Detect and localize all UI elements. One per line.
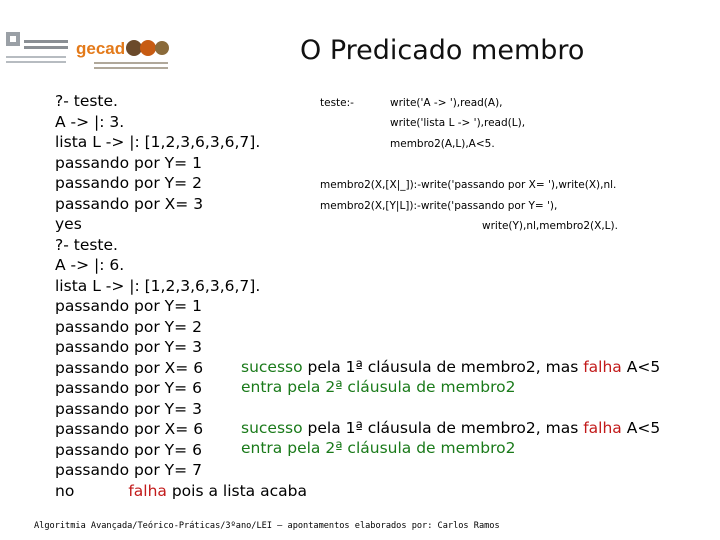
console-line: passando por Y= 1 bbox=[55, 154, 202, 172]
isep-logo bbox=[4, 30, 70, 72]
slide-title: O Predicado membro bbox=[300, 35, 585, 66]
gecad-logo bbox=[76, 38, 170, 72]
svg-text:gecad: gecad bbox=[76, 39, 126, 58]
console-line: lista L -> |: [1,2,3,6,3,6,7]. bbox=[55, 133, 261, 151]
annotation-text: pela 1ª cláusula de membro2, mas bbox=[302, 358, 584, 376]
code-line: write(Y),nl,membro2(X,L). bbox=[482, 220, 618, 232]
code-line: membro2(A,L),A<5. bbox=[390, 138, 495, 150]
falha-word: falha bbox=[583, 419, 622, 437]
annotation-sucesso-2 bbox=[241, 418, 660, 438]
sucesso-word: sucesso bbox=[241, 419, 303, 437]
console-line: passando por Y= 3 bbox=[55, 400, 202, 418]
annotation-entra-2: entra pela 2ª cláusula de membro2 bbox=[241, 439, 516, 457]
console-line: passando por X= 6 bbox=[55, 359, 204, 377]
last-line-rest: pois a lista acaba bbox=[166, 482, 307, 500]
no-text: no bbox=[55, 482, 75, 500]
annotation-text: pela 1ª cláusula de membro2, mas bbox=[302, 419, 584, 437]
console-line: passando por Y= 2 bbox=[55, 174, 202, 192]
console-line: ?- teste. bbox=[55, 236, 118, 254]
console-line: A -> |: 6. bbox=[55, 256, 125, 274]
console-line: passando por Y= 3 bbox=[55, 338, 202, 356]
console-last-line bbox=[55, 481, 307, 502]
console-line: passando por Y= 2 bbox=[55, 318, 202, 336]
code-head: teste:- bbox=[320, 97, 354, 109]
sucesso-word: sucesso bbox=[241, 358, 303, 376]
code-line: write('A -> '),read(A), bbox=[390, 97, 503, 109]
annotation-sucesso-1 bbox=[241, 357, 660, 377]
falha-word: falha bbox=[128, 482, 167, 500]
annotation-text: A<5 bbox=[621, 358, 661, 376]
console-line: passando por X= 3 bbox=[55, 195, 204, 213]
code-line: membro2(X,[X|_]):-write('passando por X= '),write(X),nl. bbox=[320, 179, 617, 191]
console-line: passando por Y= 6 bbox=[55, 379, 202, 397]
footer-credits: Algoritmia Avançada/Teórico-Práticas/3ºano/LEI – apontamentos elaborados por: Carlos Ramos bbox=[34, 521, 500, 531]
code-line: membro2(X,[Y|L]):-write('passando por Y= '), bbox=[320, 200, 558, 212]
console-line: passando por Y= 1 bbox=[55, 297, 202, 315]
console-line: passando por X= 6 bbox=[55, 420, 204, 438]
console-line: yes bbox=[55, 215, 82, 233]
code-line: write('lista L -> '),read(L), bbox=[390, 117, 526, 129]
falha-word: falha bbox=[583, 358, 622, 376]
console-line: lista L -> |: [1,2,3,6,3,6,7]. bbox=[55, 277, 261, 295]
annotation-entra-1: entra pela 2ª cláusula de membro2 bbox=[241, 378, 516, 396]
console-line: passando por Y= 7 bbox=[55, 461, 202, 479]
annotation-text: A<5 bbox=[621, 419, 661, 437]
console-line: A -> |: 3. bbox=[55, 113, 125, 131]
console-line: ?- teste. bbox=[55, 92, 118, 110]
console-line: passando por Y= 6 bbox=[55, 441, 202, 459]
